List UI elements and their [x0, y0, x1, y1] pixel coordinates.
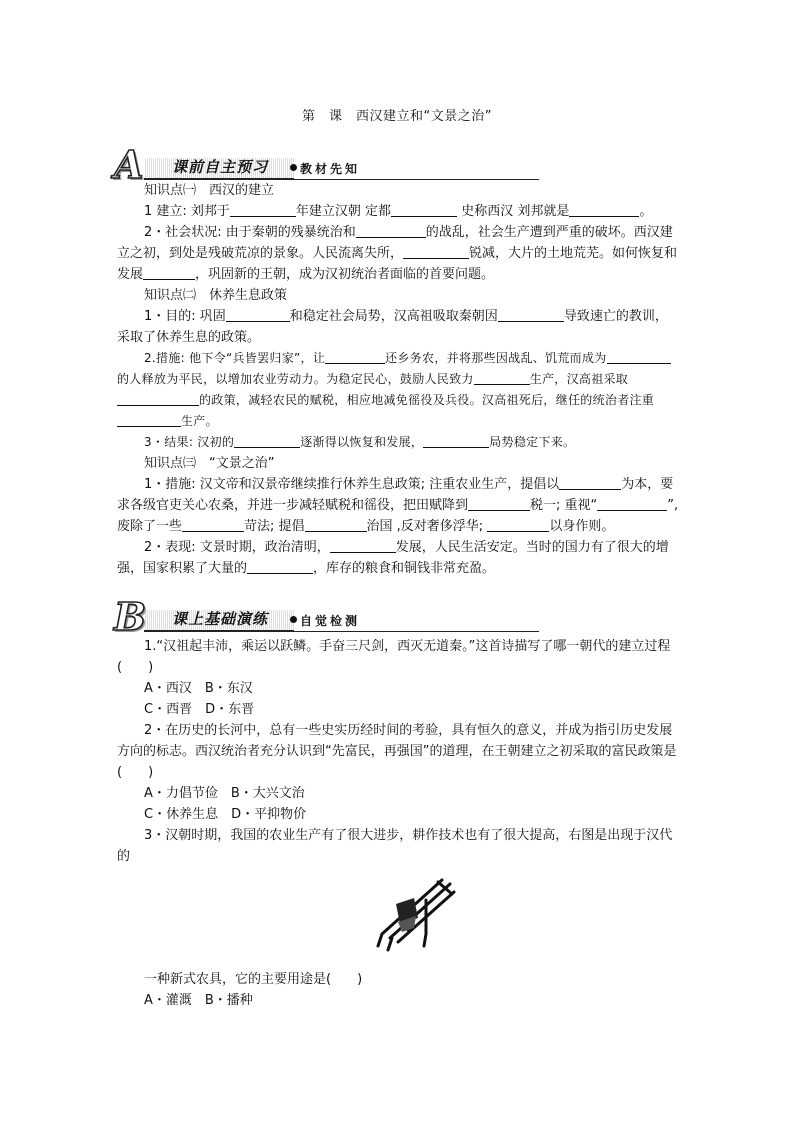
answer-blank [487, 517, 549, 532]
k2-paragraph-2: 2.措施: 他下令“兵皆罢归家”，让 还乡务农，并将那些因战乱、饥荒而成为的人释放为平民，以增加农业劳动力。为稳定民心，鼓励人民致力 生产，汉高祖采取的政策，减轻农民的赋税，相应地减免徭役及兵役。汉高祖死后，继任的统治者注重生产。 [117, 348, 679, 432]
answer-blank [117, 412, 181, 427]
knowledge-point-2-title: 知识点㈡ 休养生息政策 [144, 288, 288, 303]
answer-blank [330, 538, 396, 553]
answer-blank [607, 349, 671, 364]
question-1-options-cd: C・西晋 D・东晋 [144, 702, 255, 717]
section-letter-b: B [114, 594, 147, 639]
question-1-options-ab: A・西汉 B・东汉 [144, 681, 253, 696]
k1-paragraph-1: 1 建立: 刘邦于 年建立汉朝 定都 史称西汉 刘邦就是 。 [144, 204, 653, 219]
bullet-dot-icon [290, 616, 297, 623]
answer-blank [559, 475, 621, 490]
answer-blank [498, 307, 564, 322]
question-3-options-ab: A・灌溉 B・播种 [144, 993, 253, 1008]
k2-paragraph-3: 3・结果: 汉初的 逐渐得以恢复和发展， 局势稳定下来。 [144, 435, 576, 449]
k3-paragraph-1: 1・措施: 汉文帝和汉景帝继续推行休养生息政策; 注重农业生产，提倡以 为本，要求各级官吏关心农桑，并进一步减轻赋税和徭役，把田赋降到 税一; 重视“ ”,废除了一些 苛法; 提倡 治国 ,反对奢侈浮华; 以身作则。 [117, 477, 679, 534]
answer-blank [597, 496, 667, 511]
answer-blank [569, 202, 639, 217]
question-3-stem: 3・汉朝时期，我国的农业生产有了很大进步，耕作技术也有了很大提高，右图是出现于汉代的 [117, 828, 673, 864]
answer-blank [117, 391, 199, 406]
question-1-stem: 1.“汉祖起丰沛，乘运以跃鳞。手奋三尺剑，西灭无道秦。”这首诗描写了哪一朝代的建立过程( ) [117, 639, 671, 675]
answer-blank [234, 433, 300, 448]
section-a-banner [114, 142, 434, 187]
answer-blank [423, 433, 489, 448]
answer-blank [325, 349, 385, 364]
section-b-content [117, 636, 679, 867]
section-b-banner [114, 594, 434, 639]
bullet-dot-icon [290, 164, 297, 171]
answer-blank [391, 202, 457, 217]
knowledge-point-3-title: 知识点㈢ “文景之治” [144, 456, 275, 471]
answer-blank [230, 202, 296, 217]
section-a-subheading: 教材先知 [300, 162, 361, 176]
question-2-stem: 2・在历史的长河中，总有一些史实历经时间的考验，具有恒久的意义，并成为指引历史发展方向的标志。西汉统治者充分认识到“先富民，再强国”的道理，在王朝建立之初采取的富民政策是( ) [117, 723, 677, 780]
answer-blank [143, 265, 195, 280]
k1-paragraph-2: 2・社会状况: 由于秦朝的残暴统治和 的战乱，社会生产遭到严重的破坏。西汉建立之初，到处是残破荒凉的景象。人民流离失所， 锐减，大片的土地荒芜。如何恢复和发展 ，巩固新的王朝，成为汉初统治者面临的首要问题。 [117, 225, 678, 282]
question-3-stem-continued: 一种新式农具，它的主要用途是( ) [144, 972, 363, 987]
page-title: 第 课 西汉建立和“文景之治” [302, 109, 492, 124]
k3-paragraph-2: 2・表现: 文景时期，政治清明， 发展，人民生活安定。当时的国力有了很大的增强，国家积累了大量的 ，库存的粮食和铜钱非常充盈。 [117, 540, 669, 576]
answer-blank [356, 223, 426, 238]
k2-paragraph-1: 1・目的: 巩固 和稳定社会局势，汉高祖吸取秦朝因 导致速亡的教训，采取了休养生息的政策。 [117, 309, 668, 345]
section-b-subheading: 自觉检测 [300, 614, 361, 628]
answer-blank [247, 559, 313, 574]
answer-blank [226, 307, 290, 322]
section-a-heading: 课前自主预习 [172, 158, 269, 176]
seed-drill-illustration [368, 872, 458, 952]
answer-blank [182, 517, 244, 532]
question-3-continued [117, 969, 679, 1011]
question-2-options-cd: C・休养生息 D・平抑物价 [144, 807, 307, 822]
question-2-options-ab: A・力倡节俭 B・大兴文治 [144, 786, 305, 801]
answer-blank [468, 496, 530, 511]
section-b-heading: 课上基础演练 [172, 610, 269, 628]
knowledge-point-1-title: 知识点㈠ 西汉的建立 [144, 183, 275, 198]
section-letter-a: A [114, 142, 144, 187]
answer-blank [305, 517, 367, 532]
answer-blank [474, 370, 530, 385]
section-a-content [117, 180, 679, 579]
banner-underline [294, 631, 539, 632]
answer-blank [403, 244, 469, 259]
